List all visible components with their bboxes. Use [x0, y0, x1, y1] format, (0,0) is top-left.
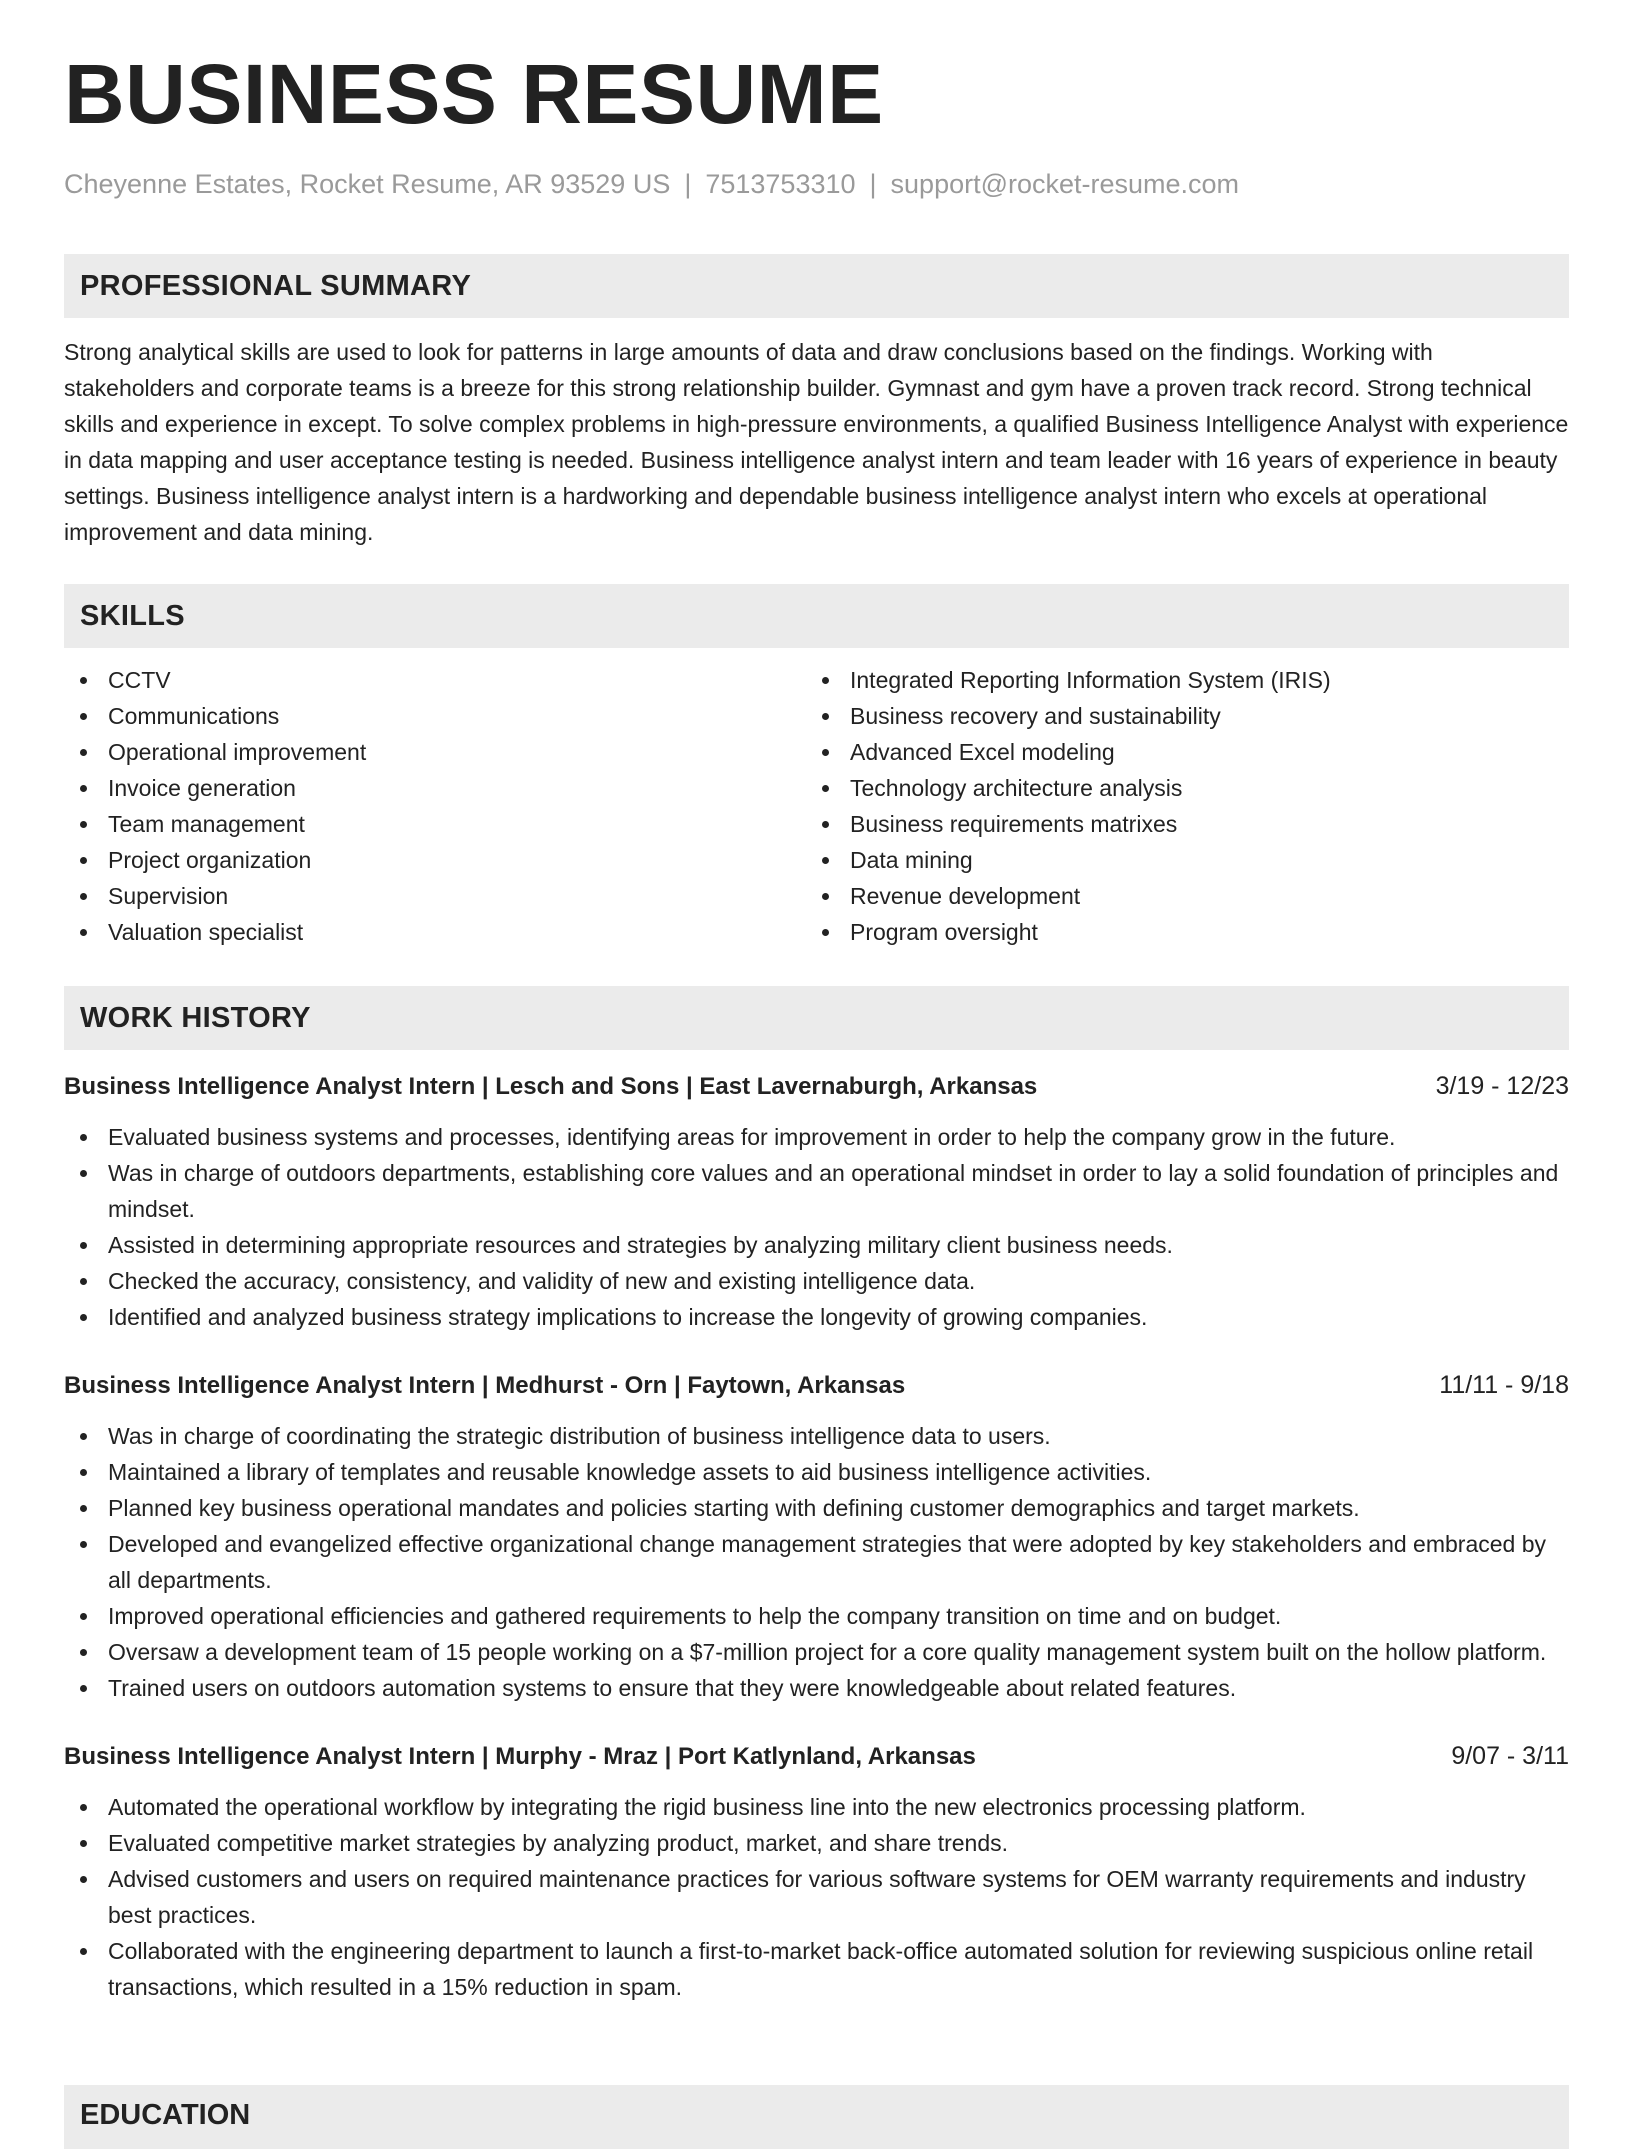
job-header	[64, 1367, 1569, 1404]
contact-phone: 7513753310	[705, 169, 856, 199]
job-entry	[64, 1367, 1569, 1706]
job-title: Business Intelligence Analyst Intern | Medhurst - Orn | Faytown, Arkansas	[64, 1372, 906, 1399]
contact-separator: |	[869, 169, 877, 199]
job-bullet: Collaborated with the engineering department to launch a first-to-market back-office automated solution for reviewing suspicious online retail transactions, which resulted in a 15% reduction in spam.	[64, 1933, 1569, 2005]
summary-text: Strong analytical skills are used to look for patterns in large amounts of data and draw conclusions based on the findings. Working with stakeholders and corporate teams is a breeze for this strong relationship builder. Gymnast and gym have a proven track record. Strong technical skills and experience in except. To solve complex problems in high-pressure environments, a qualified Business Intelligence Analyst with experience in data mapping and user acceptance testing is needed. Business intelligence analyst intern and team leader with 16 years of experience in beauty settings. Business intelligence analyst intern is a hardworking and dependable business intelligence analyst intern who excels at operational improvement and data mining.	[64, 339, 1569, 545]
resume-title: BUSINESS RESUME	[64, 47, 884, 141]
skill-item: Integrated Reporting Information System (IRIS)	[806, 662, 1548, 698]
skill-item: CCTV	[64, 662, 806, 698]
skills-grid	[64, 662, 1569, 950]
job-bullet: Evaluated business systems and processes, identifying areas for improvement in order to help the company grow in the future.	[64, 1119, 1569, 1155]
job-dates: 3/19 - 12/23	[1435, 1072, 1569, 1100]
job-title: Business Intelligence Analyst Intern | Murphy - Mraz | Port Katlynland, Arkansas	[64, 1743, 976, 1770]
skill-item: Supervision	[64, 878, 806, 914]
job-header	[64, 1068, 1569, 1105]
job-bullet: Evaluated competitive market strategies by analyzing product, market, and share trends.	[64, 1825, 1569, 1861]
job-bullet: Identified and analyzed business strategy implications to increase the longevity of growing companies.	[64, 1299, 1569, 1335]
job-bullet: Was in charge of coordinating the strategic distribution of business intelligence data to users.	[64, 1418, 1569, 1454]
work-history-section	[64, 986, 1569, 2005]
skill-item: Communications	[64, 698, 806, 734]
job-bullets	[64, 1789, 1569, 2005]
education-header	[64, 2085, 1569, 2149]
summary-header	[64, 254, 1569, 318]
job-bullet: Automated the operational workflow by integrating the rigid business line into the new electronics processing platform.	[64, 1789, 1569, 1825]
skills-column-right	[806, 662, 1548, 950]
summary-section	[64, 254, 1569, 550]
work-history-header	[64, 986, 1569, 1050]
job-bullet: Checked the accuracy, consistency, and validity of new and existing intelligence data.	[64, 1263, 1569, 1299]
skill-item: Technology architecture analysis	[806, 770, 1548, 806]
skill-item: Data mining	[806, 842, 1548, 878]
contact-address: Cheyenne Estates, Rocket Resume, AR 93529 US	[64, 169, 671, 199]
skill-item: Business requirements matrixes	[806, 806, 1548, 842]
job-bullet: Assisted in determining appropriate resources and strategies by analyzing military client business needs.	[64, 1227, 1569, 1263]
contact-email: support@rocket-resume.com	[890, 169, 1240, 199]
work-history-heading: WORK HISTORY	[80, 1001, 311, 1034]
job-entry	[64, 1068, 1569, 1335]
skills-heading: SKILLS	[80, 599, 185, 632]
skill-item: Project organization	[64, 842, 806, 878]
job-bullet: Trained users on outdoors automation systems to ensure that they were knowledgeable about related features.	[64, 1670, 1569, 1706]
education-heading: EDUCATION	[80, 2099, 251, 2131]
skill-item: Program oversight	[806, 914, 1548, 950]
job-title: Business Intelligence Analyst Intern | Lesch and Sons | East Lavernaburgh, Arkansas	[64, 1073, 1038, 1100]
job-dates: 11/11 - 9/18	[1439, 1371, 1569, 1399]
skill-item: Team management	[64, 806, 806, 842]
skill-item: Business recovery and sustainability	[806, 698, 1548, 734]
summary-heading: PROFESSIONAL SUMMARY	[80, 269, 472, 302]
skill-item: Invoice generation	[64, 770, 806, 806]
job-bullet: Oversaw a development team of 15 people working on a $7-million project for a core quality management system built on the hollow platform.	[64, 1634, 1569, 1670]
contact-line	[64, 168, 1239, 200]
skill-item: Advanced Excel modeling	[806, 734, 1548, 770]
skills-header	[64, 584, 1569, 648]
skills-column-left	[64, 662, 806, 950]
job-dates: 9/07 - 3/11	[1451, 1742, 1569, 1770]
job-bullet: Improved operational efficiencies and gathered requirements to help the company transition on time and on budget.	[64, 1598, 1569, 1634]
contact-separator: |	[684, 169, 692, 199]
job-bullet: Planned key business operational mandates and policies starting with defining customer demographics and target markets.	[64, 1490, 1569, 1526]
job-bullet: Developed and evangelized effective organizational change management strategies that were adopted by key stakeholders and embraced by all departments.	[64, 1526, 1569, 1598]
skill-item: Revenue development	[806, 878, 1548, 914]
skill-item: Operational improvement	[64, 734, 806, 770]
skill-item: Valuation specialist	[64, 914, 806, 950]
job-bullet: Advised customers and users on required maintenance practices for various software systems for OEM warranty requirements and industry best practices.	[64, 1861, 1569, 1933]
job-entry	[64, 1738, 1569, 2005]
job-bullets	[64, 1418, 1569, 1706]
skills-section	[64, 584, 1569, 950]
job-bullets	[64, 1119, 1569, 1335]
job-bullet: Was in charge of outdoors departments, establishing core values and an operational mindset in order to lay a solid foundation of principles and mindset.	[64, 1155, 1569, 1227]
job-bullet: Maintained a library of templates and reusable knowledge assets to aid business intelligence activities.	[64, 1454, 1569, 1490]
job-header	[64, 1738, 1569, 1775]
